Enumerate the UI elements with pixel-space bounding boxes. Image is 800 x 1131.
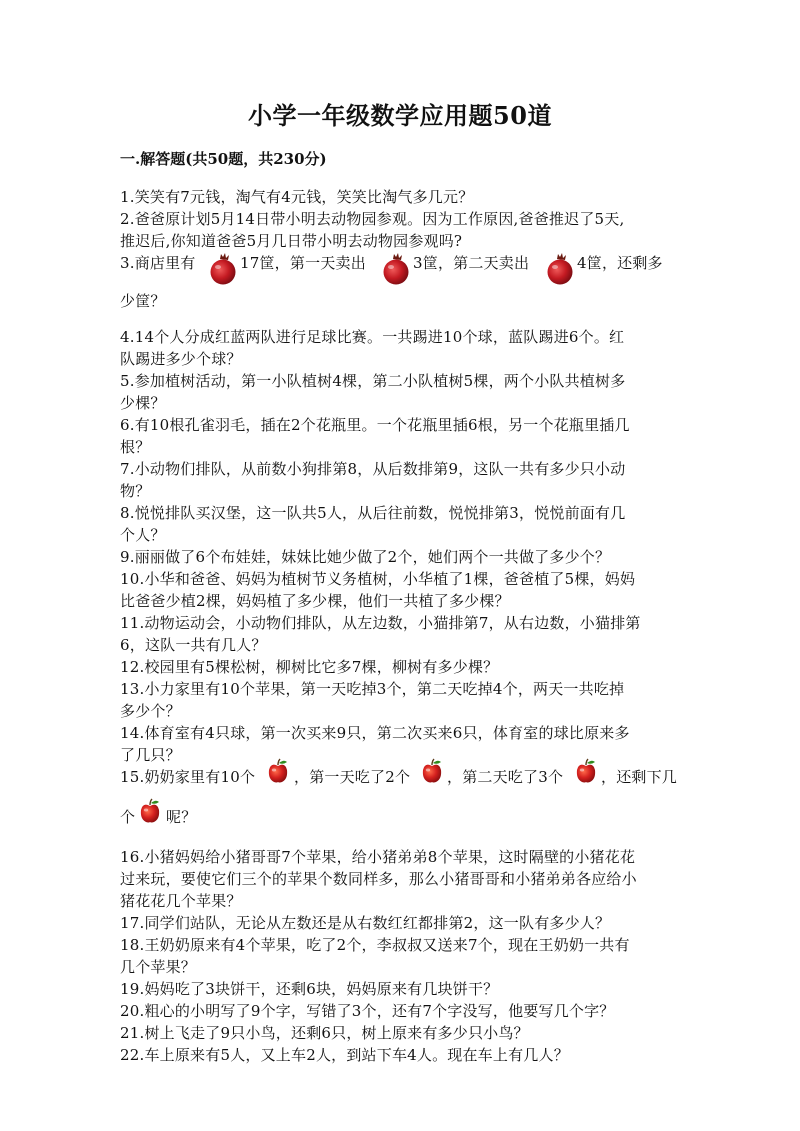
question-22: 22.车上原来有5人，又上车2人，到站下车4人。现在车上有几人？: [120, 1046, 569, 1064]
question-15-text-f: 呢？: [166, 808, 197, 826]
page-title: 小学一年级数学应用题50道: [248, 101, 552, 130]
question-9: 9.丽丽做了6个布娃娃，妹妹比她少做了2个，她们两个一共做了多少个？: [120, 548, 611, 566]
question-19: 19.妈妈吃了3块饼干，还剩6块，妈妈原来有几块饼干？: [120, 980, 499, 998]
question-3-text-a: 3.商店里有: [120, 254, 196, 272]
question-12: 12.校园里有5棵松树，柳树比它多7棵，柳树有多少棵？: [120, 658, 499, 676]
question-15-text-c: ，第二天吃了3个: [447, 768, 564, 786]
question-15-text-e: 个: [120, 808, 136, 826]
question-4-line-1: 4.14个人分成红蓝两队进行足球比赛。一共踢进10个球，蓝队踢进6个。红: [120, 328, 625, 346]
question-15-text-d: ，还剩下几: [601, 768, 678, 786]
question-7-line-1: 7.小动物们排队，从前数小狗排第8，从后数排第9，这队一共有多少只小动: [120, 460, 626, 478]
pomegranate-icon: [381, 252, 411, 286]
question-3-text-b: 17筐，第一天卖出: [240, 254, 366, 272]
question-2-line-1: 2.爸爸原计划5月14日带小明去动物园参观。因为工作原因,爸爸推迟了5天,: [120, 210, 625, 228]
pomegranate-icon: [208, 252, 238, 286]
question-11-line-1: 11.动物运动会，小动物们排队，从左边数，小猫排第7，从右边数，小猫排第: [120, 614, 641, 632]
question-15-text-a: 15.奶奶家里有10个: [120, 768, 256, 786]
question-21: 21.树上飞走了9只小鸟，还剩6只，树上原来有多少只小鸟？: [120, 1024, 529, 1042]
question-17: 17.同学们站队，无论从左数还是从右数红红都排第2，这一队有多少人？: [120, 914, 611, 932]
apple-icon: [266, 758, 290, 784]
question-20: 20.粗心的小明写了9个字，写错了3个，还有7个字没写，他要写几个字？: [120, 1002, 615, 1020]
question-18-line-1: 18.王奶奶原来有4个苹果，吃了2个，李叔叔又送来7个，现在王奶奶一共有: [120, 936, 630, 954]
apple-icon: [574, 758, 598, 784]
question-11-line-2: 6，这队一共有几人？: [120, 636, 267, 654]
question-5-line-2: 少棵？: [120, 394, 166, 412]
question-3-line-2: 少筐？: [120, 292, 166, 310]
question-13-line-1: 13.小力家里有10个苹果，第一天吃掉3个，第二天吃掉4个，两天一共吃掉: [120, 680, 625, 698]
question-16-line-3: 猪花花几个苹果？: [120, 892, 242, 910]
question-5-line-1: 5.参加植树活动，第一小队植树4棵，第二小队植树5棵，两个小队共植树多: [120, 372, 626, 390]
question-6-line-1: 6.有10根孔雀羽毛，插在2个花瓶里。一个花瓶里插6根，另一个花瓶里插几: [120, 416, 630, 434]
apple-icon: [138, 798, 162, 824]
question-7-line-2: 物？: [120, 482, 151, 500]
question-14-line-1: 14.体育室有4只球，第一次买来9只，第二次买来6只，体育室的球比原来多: [120, 724, 630, 742]
pomegranate-icon: [545, 252, 575, 286]
question-16-line-1: 16.小猪妈妈给小猪哥哥7个苹果，给小猪弟弟8个苹果，这时隔壁的小猪花花: [120, 848, 636, 866]
question-10-line-2: 比爸爸少植2棵，妈妈植了多少棵，他们一共植了多少棵？: [120, 592, 510, 610]
question-3-text-c: 3筐，第二天卖出: [413, 254, 530, 272]
question-3-text-d: 4筐，还剩多: [577, 254, 663, 272]
question-4-line-2: 队踢进多少个球？: [120, 350, 242, 368]
question-8-line-2: 个人？: [120, 526, 166, 544]
question-10-line-1: 10.小华和爸爸、妈妈为植树节义务植树，小华植了1棵，爸爸植了5棵，妈妈: [120, 570, 636, 588]
question-8-line-1: 8.悦悦排队买汉堡，这一队共5人，从后往前数，悦悦排第3，悦悦前面有几: [120, 504, 626, 522]
question-16-line-2: 过来玩，要使它们三个的苹果个数同样多，那么小猪哥哥和小猪弟弟各应给小: [120, 870, 637, 888]
question-15-text-b: ，第一天吃了2个: [294, 768, 411, 786]
question-13-line-2: 多少个？: [120, 702, 181, 720]
section-heading: 一.解答题(共50题，共230分): [120, 150, 327, 168]
question-1: 1.笑笑有7元钱，淘气有4元钱，笑笑比淘气多几元？: [120, 188, 474, 206]
question-2-line-2: 推迟后,你知道爸爸5月几日带小明去动物园参观吗?: [120, 232, 463, 250]
question-6-line-2: 根？: [120, 438, 151, 456]
apple-icon: [420, 758, 444, 784]
question-18-line-2: 几个苹果？: [120, 958, 197, 976]
question-14-line-2: 了几只？: [120, 746, 181, 764]
